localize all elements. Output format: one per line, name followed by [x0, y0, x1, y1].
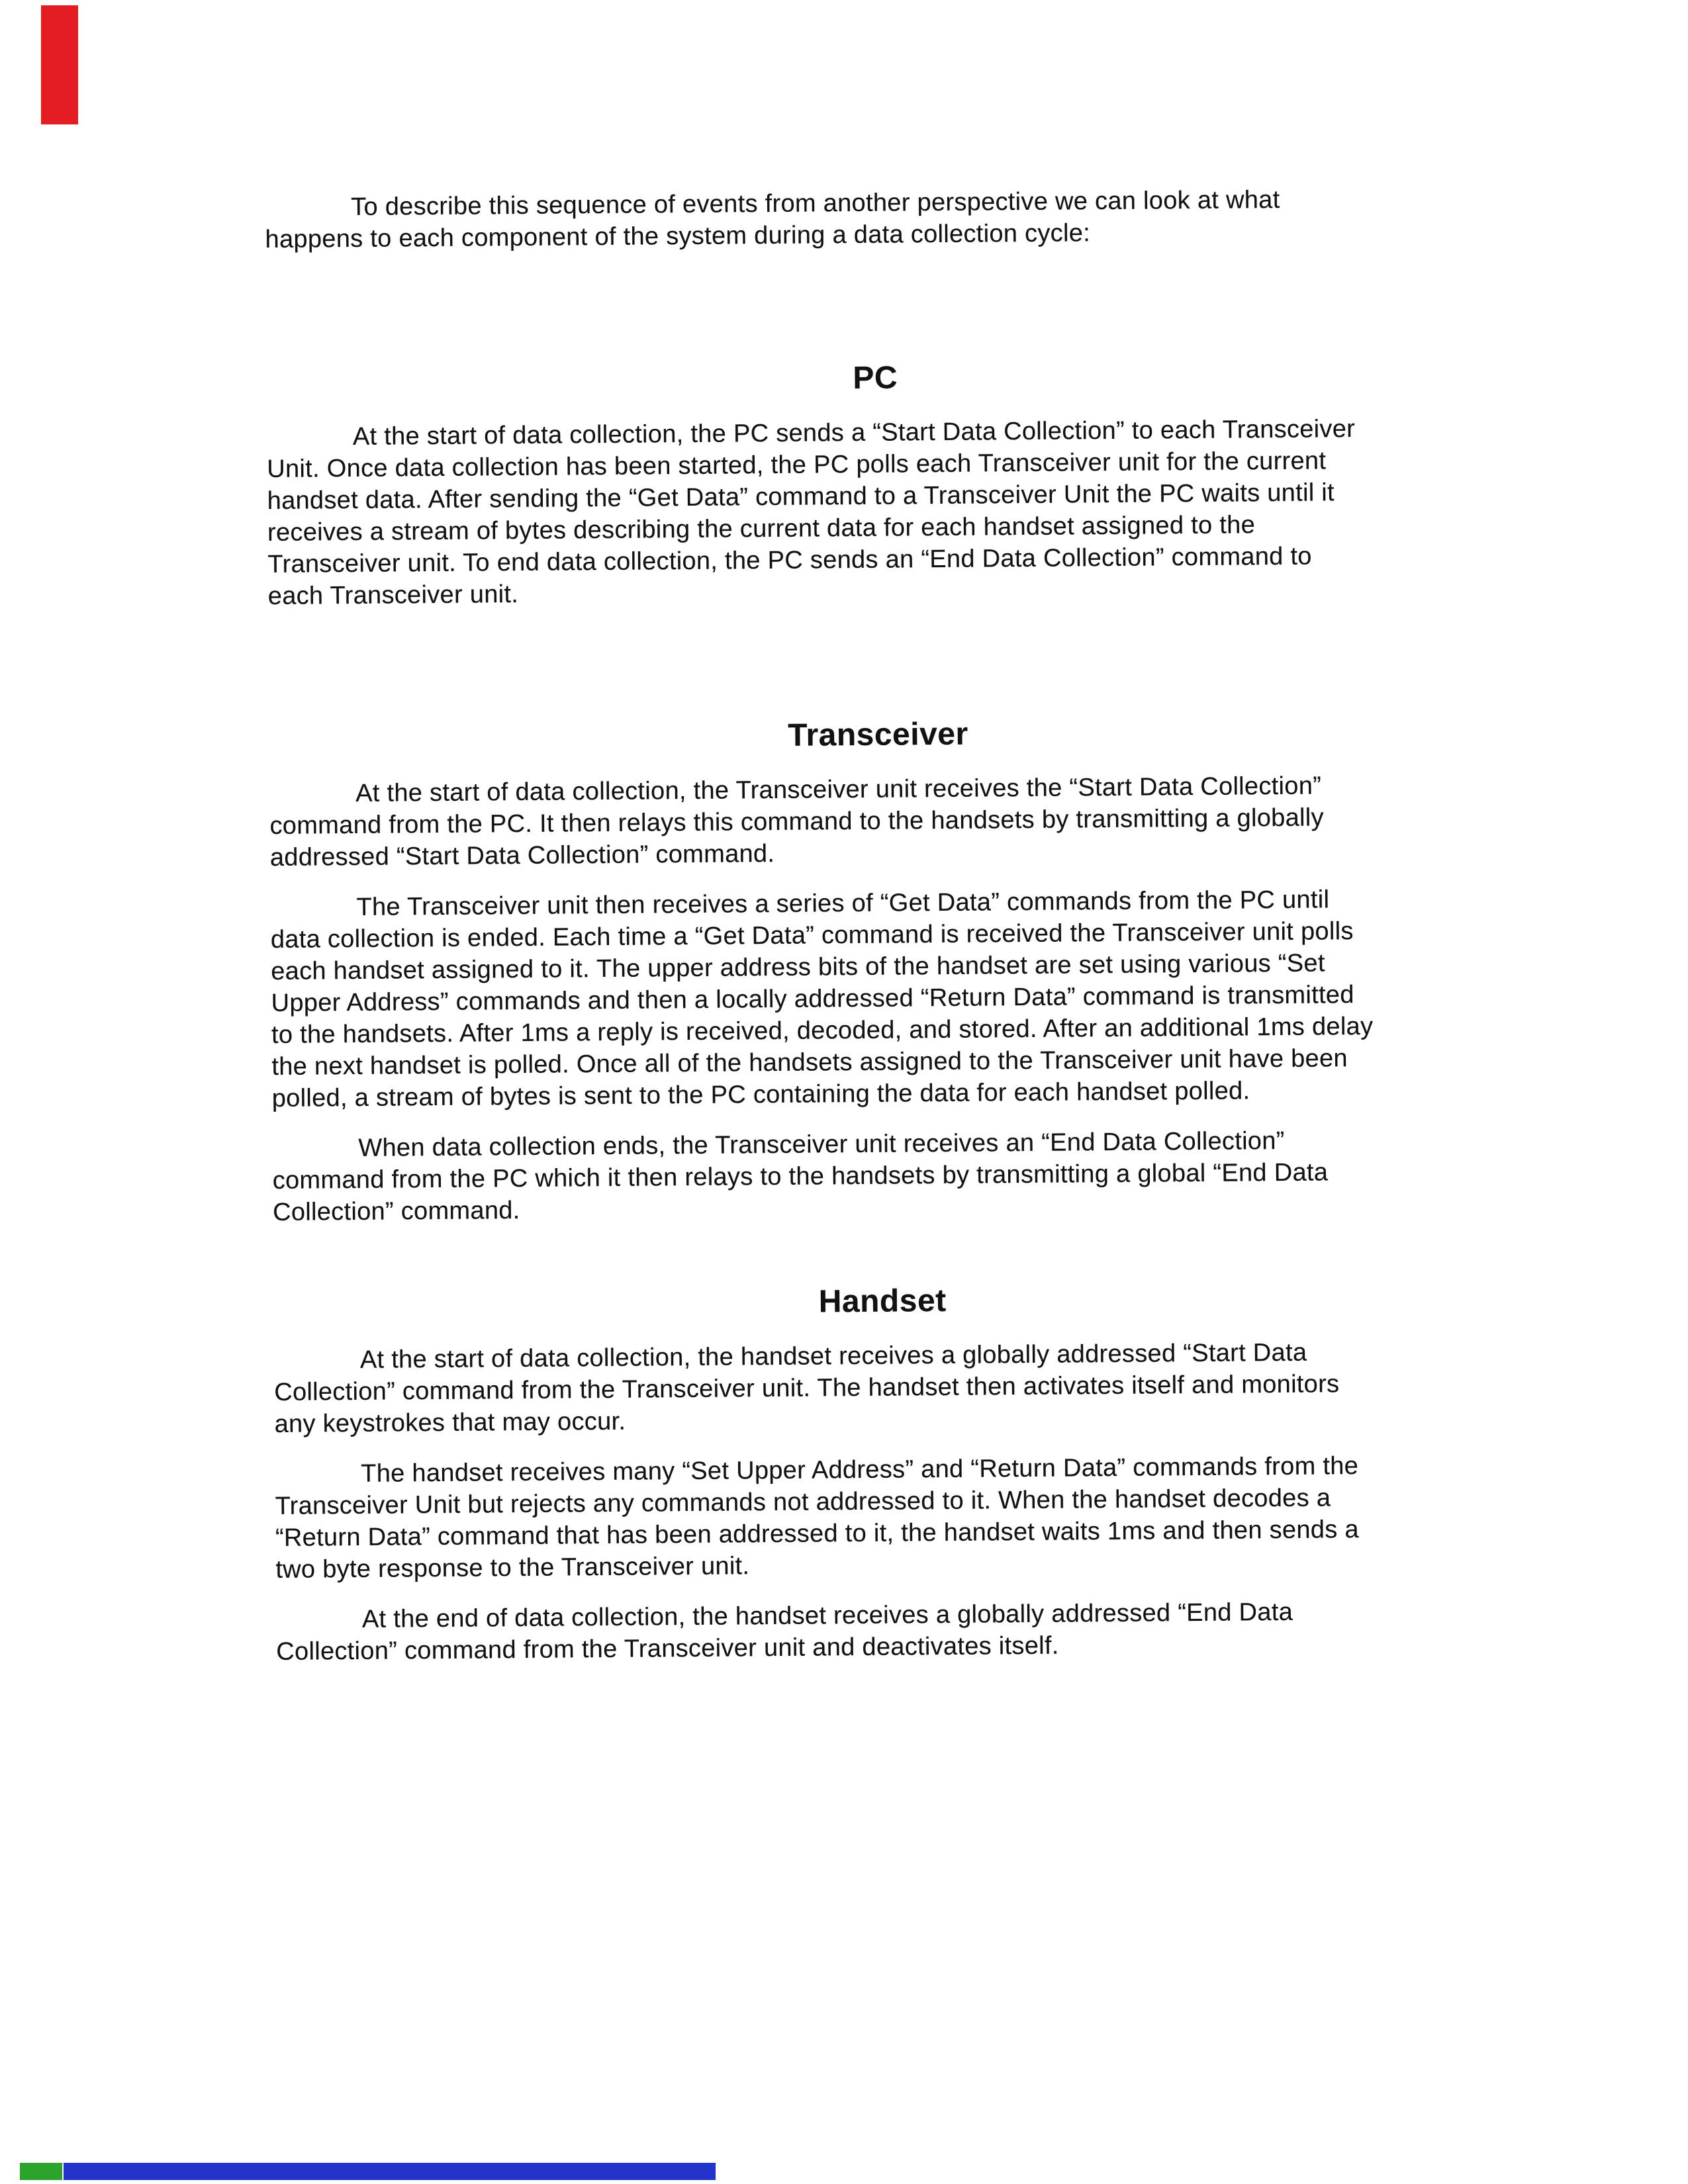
transceiver-paragraph-1 — [269, 769, 1488, 874]
section-transceiver — [269, 712, 1491, 1228]
section-heading-pc: PC — [853, 360, 898, 396]
intro-paragraph — [265, 183, 1483, 255]
text-line: polled, a stream of bytes is sent to the PC containing the data for each handset polled. — [271, 1077, 1250, 1113]
section-handset — [273, 1278, 1494, 1667]
text-line: Unit. Once data collection has been started, the PC polls each Transceiver unit for the current — [267, 447, 1327, 483]
text-line: When data collection ends, the Transceiver unit receives an “End Data Collection” — [358, 1126, 1285, 1162]
text-line: At the end of data collection, the handset receives a globally addressed “End Data — [361, 1598, 1293, 1633]
text-line: command from the PC which it then relays to the handsets by transmitting a global “End Data — [272, 1158, 1329, 1195]
text-line: Collection” command from the Transceiver unit and deactivates itself. — [276, 1631, 1059, 1666]
text-line: each Transceiver unit. — [267, 580, 519, 610]
section-heading-transceiver: Transceiver — [788, 716, 968, 753]
section-heading-handset: Handset — [818, 1283, 947, 1320]
text-line: addressed “Start Data Collection” command. — [269, 839, 775, 872]
document-text-block — [265, 183, 1494, 1668]
text-line: The Transceiver unit then receives a series of “Get Data” commands from the PC until — [356, 886, 1330, 921]
text-line: data collection is ended. Each time a “Get Data” command is received the Transceiver unit polls — [270, 917, 1354, 954]
handset-paragraph-3 — [276, 1594, 1495, 1667]
text-line: Transceiver Unit but rejects any commands not addressed to it. When the handset decodes a — [275, 1484, 1331, 1520]
blue-scan-artifact-bar — [64, 2163, 716, 2180]
text-line: “Return Data” command that has been addressed to it, the handset waits 1ms and then sends a — [275, 1516, 1359, 1552]
pc-paragraph-1 — [267, 412, 1486, 612]
text-line: Collection” command from the Transceiver unit. The handset then activates itself and monitors — [274, 1370, 1340, 1406]
text-line: two byte response to the Transceiver unit. — [275, 1552, 750, 1584]
text-line: Transceiver unit. To end data collection, the PC sends an “End Data Collection” command to — [267, 542, 1312, 578]
text-line: handset data. After sending the “Get Data” command to a Transceiver Unit the PC waits until it — [267, 478, 1335, 515]
text-line: At the start of data collection, the handset receives a globally addressed “Start Data — [359, 1338, 1307, 1374]
text-line: the next handset is polled. Once all of the handsets assigned to the Transceiver unit have been — [271, 1044, 1348, 1081]
text-line: At the start of data collection, the Transceiver unit receives the “Start Data Collection” — [355, 772, 1322, 807]
red-scan-artifact-bar — [41, 5, 78, 124]
handset-paragraph-1 — [274, 1335, 1493, 1439]
text-line: At the start of data collection, the PC sends a “Start Data Collection” to each Transceiver — [352, 415, 1356, 451]
text-line: Collection” command. — [272, 1197, 520, 1226]
green-scan-artifact-bar — [20, 2163, 62, 2180]
text-line: Upper Address” commands and then a locally addressed “Return Data” command is transmitted — [271, 981, 1354, 1017]
text-line: command from the PC. It then relays this command to the handsets by transmitting a globally — [269, 803, 1325, 840]
handset-paragraph-2 — [275, 1449, 1493, 1585]
text-line: receives a stream of bytes describing the current data for each handset assigned to the — [267, 511, 1256, 547]
text-line: to the handsets. After 1ms a reply is received, decoded, and stored. After an additional 1ms delay — [271, 1012, 1374, 1049]
transceiver-paragraph-3 — [272, 1124, 1491, 1228]
text-line: The handset receives many “Set Upper Address” and “Return Data” commands from the — [361, 1452, 1359, 1488]
text-line: To describe this sequence of events from another perspective we can look at what — [351, 185, 1280, 221]
transceiver-paragraph-2 — [270, 883, 1490, 1115]
section-pc — [266, 355, 1486, 612]
text-line: each handset assigned to it. The upper address bits of the handset are set using various “Set — [271, 949, 1325, 985]
text-line: any keystrokes that may occur. — [274, 1407, 626, 1438]
text-line: happens to each component of the system during a data collection cycle: — [265, 219, 1091, 253]
